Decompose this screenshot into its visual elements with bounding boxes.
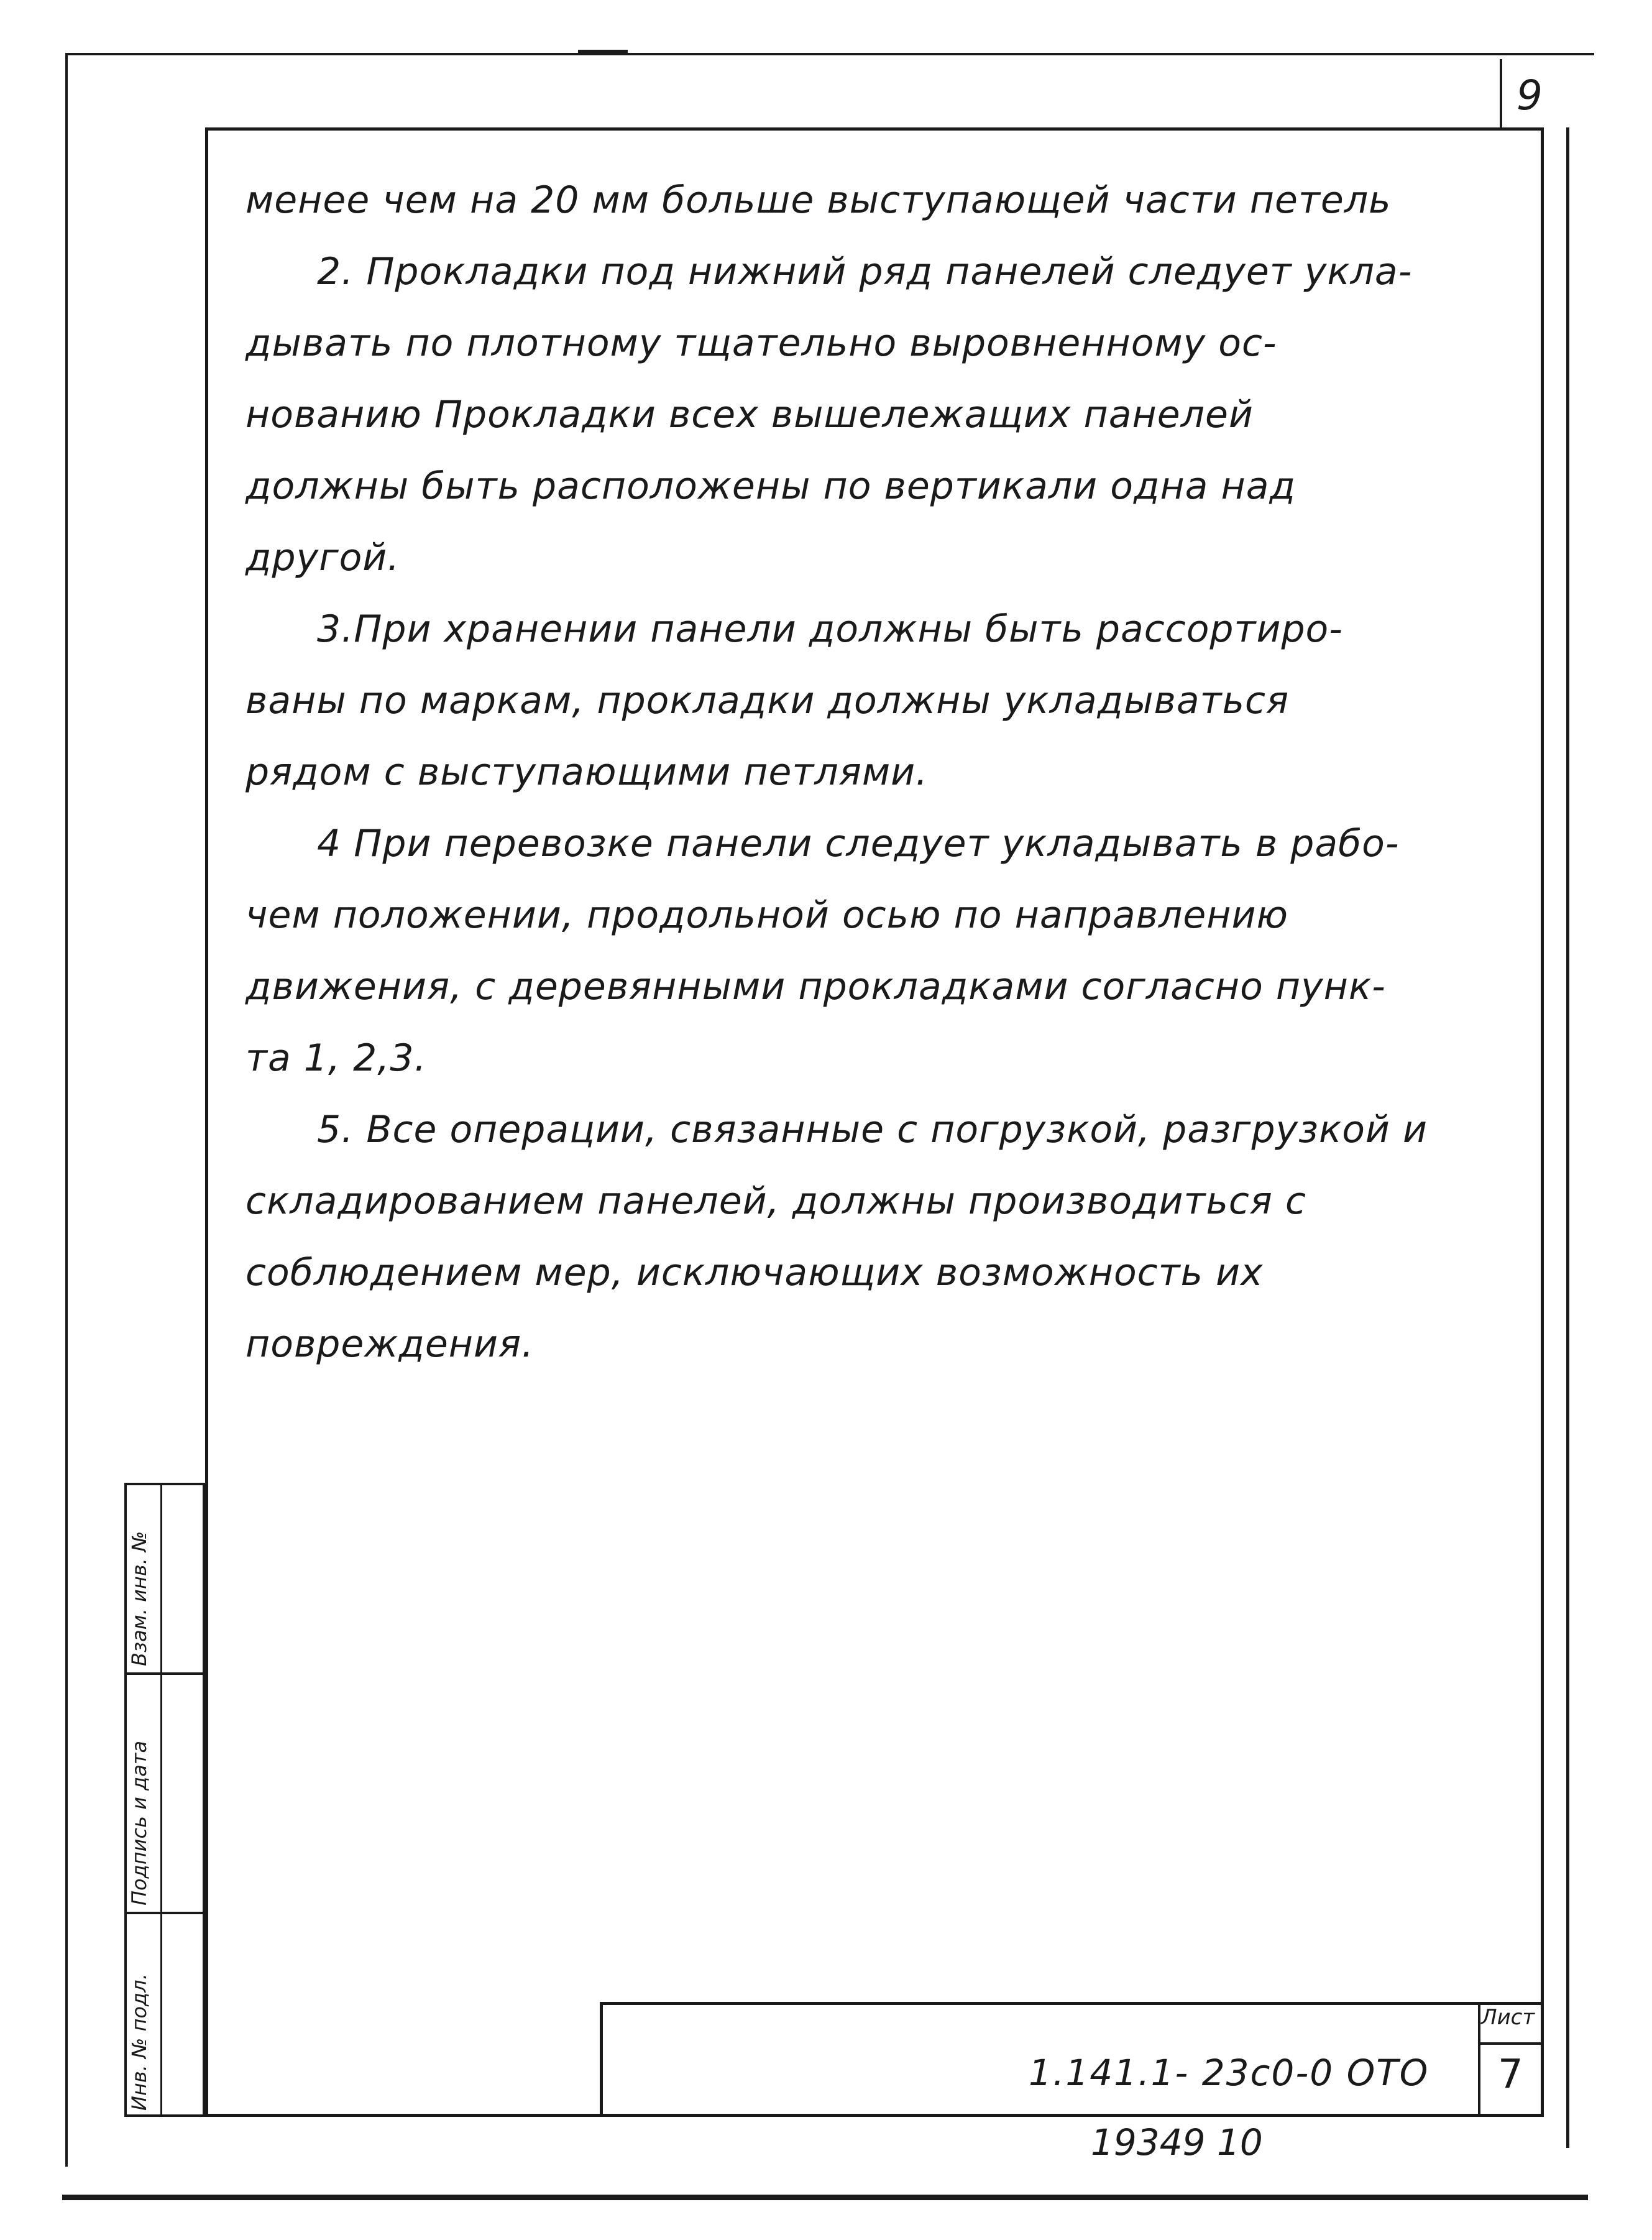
side-label-podpis-data: Подпись и дата — [127, 1740, 151, 1906]
text-line: складированием панелей, должны производиться с — [246, 1179, 1306, 1223]
document-code: 1.141.1- 23с0-0 ОТО — [1029, 2052, 1429, 2094]
text-line: ваны по маркам, прокладки должны укладываться — [246, 679, 1290, 722]
text-line: рядом с выступающими петлями. — [246, 750, 929, 794]
text-line: чем положении, продольной осью по направлению — [246, 893, 1289, 937]
document-body — [246, 165, 1538, 1380]
top-mark — [578, 50, 628, 55]
title-block-sheet-row-divider — [1478, 2042, 1544, 2045]
side-stamp-divider — [160, 1483, 162, 2117]
sheet-left-border — [65, 53, 68, 2167]
text-line: 5. Все операции, связанные с погрузкой, разгрузкой и — [317, 1108, 1428, 1151]
frame-right-border — [1566, 127, 1569, 2148]
text-line: движения, с деревянными прокладками согласно пунк- — [246, 965, 1386, 1008]
text-line: должны быть расположены по вертикали одна над — [246, 464, 1296, 508]
text-line: та 1, 2,3. — [246, 1036, 427, 1080]
text-line: нованию Прокладки всех вышележащих панелей — [246, 393, 1254, 436]
text-line: 2. Прокладки под нижний ряд панелей следует укла- — [317, 250, 1413, 293]
sheet-number: 7 — [1498, 2052, 1523, 2098]
text-line: повреждения. — [246, 1322, 535, 1366]
text-line: менее чем на 20 мм больше выступающей части петель — [246, 178, 1392, 222]
text-line: соблюдением мер, исключающих возможность их — [246, 1251, 1264, 1294]
text-line: дывать по плотному тщательно выровненному ос- — [246, 321, 1277, 365]
side-stamp-row-divider — [124, 1912, 205, 1914]
sheet-label: Лист — [1481, 2005, 1535, 2030]
stamp-number: 19349 10 — [1091, 2121, 1263, 2164]
title-block-sheet-divider — [1478, 2002, 1480, 2117]
page-number: 9 — [1517, 71, 1543, 119]
side-label-vzam-inv: Взам. инв. № — [127, 1531, 151, 1666]
sheet-bottom-border — [62, 2195, 1588, 2200]
text-line: другой. — [246, 536, 400, 579]
side-label-inv-podl: Инв. № подл. — [127, 1973, 151, 2111]
sheet-top-border — [65, 53, 1594, 55]
text-line: 3.При хранении панели должны быть рассортиро- — [317, 607, 1343, 651]
text-line: 4 При перевозке панели следует укладывать в рабо- — [317, 822, 1400, 865]
side-stamp-row-divider — [124, 1672, 205, 1675]
